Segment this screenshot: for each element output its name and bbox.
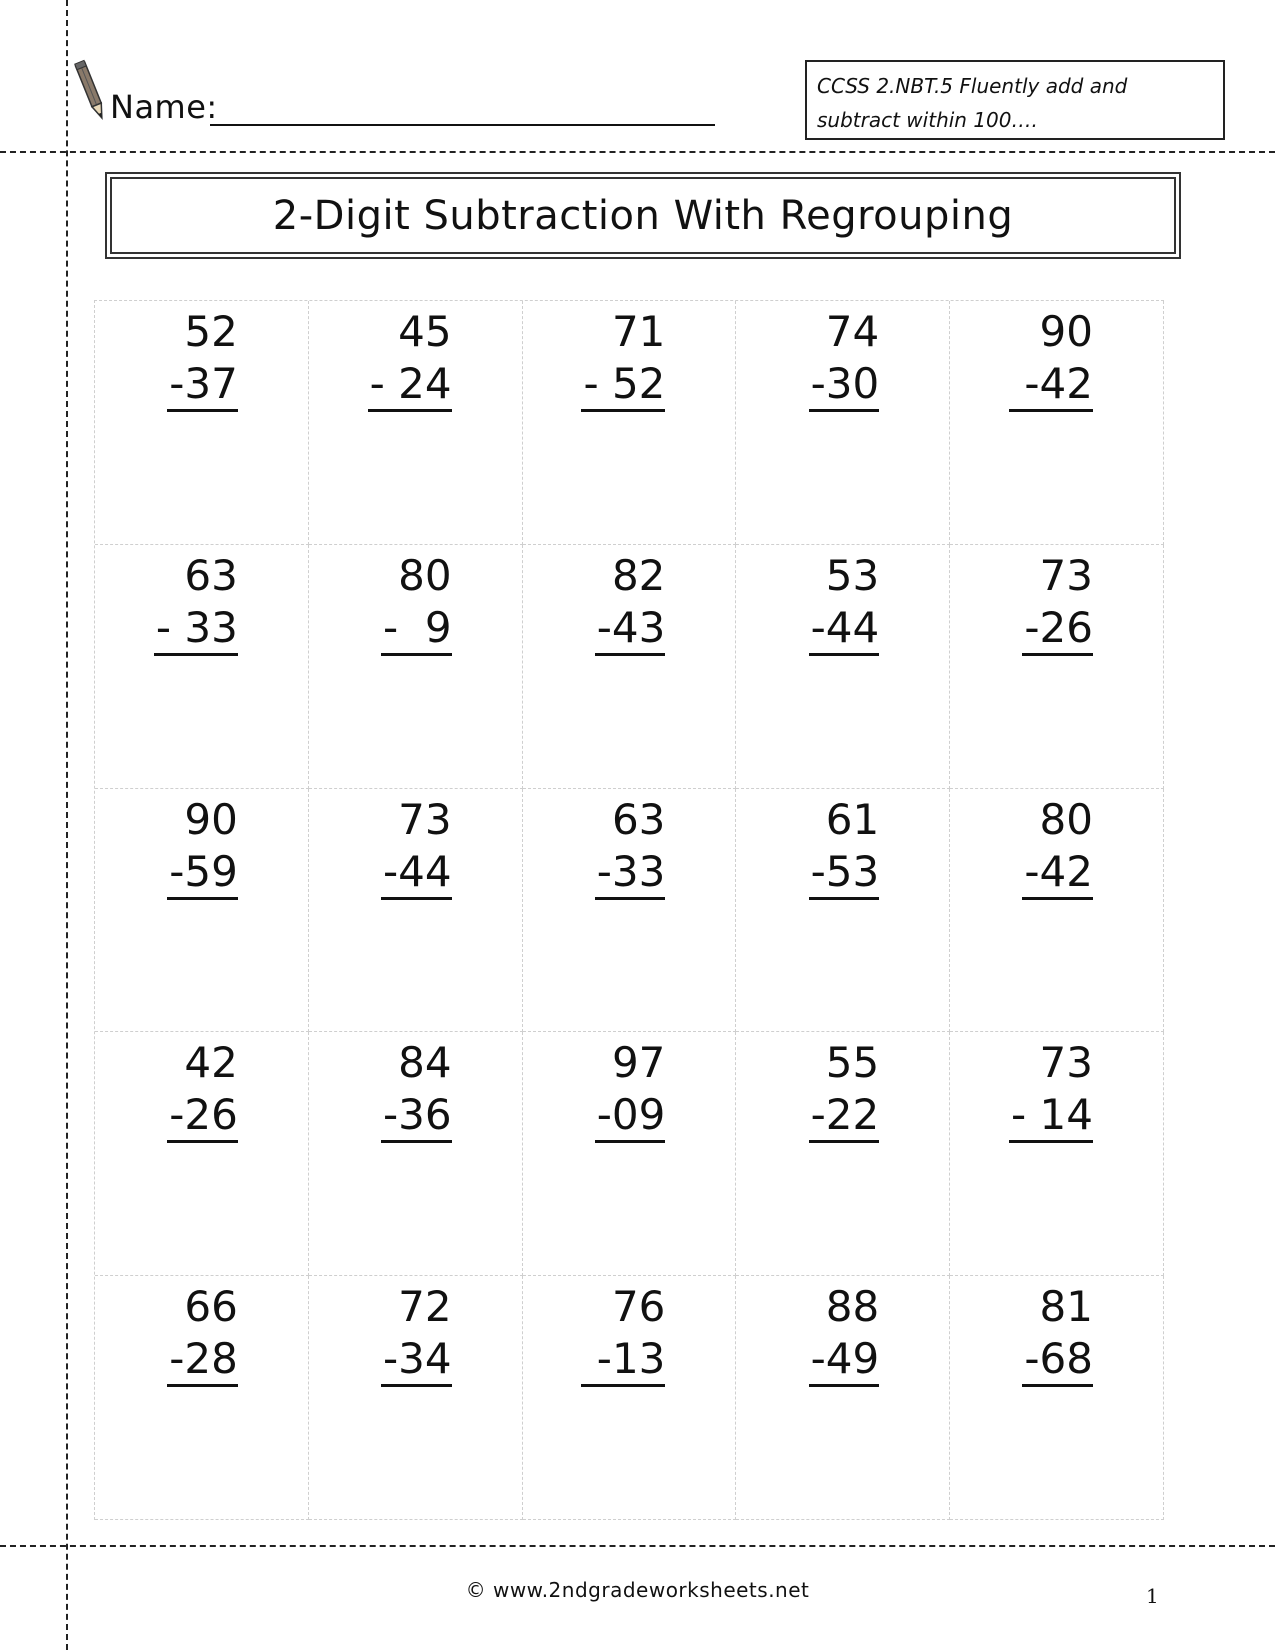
problem-cell[interactable] [950, 301, 1164, 545]
minuend: 80 [1039, 794, 1093, 844]
problem-cell[interactable] [95, 789, 309, 1033]
minuend: 73 [398, 794, 452, 844]
problem-cell[interactable] [95, 545, 309, 789]
subtraction-problem [595, 549, 666, 656]
standard-line-2: subtract within 100…. [817, 108, 1038, 132]
subtrahend: -42 [1022, 847, 1093, 900]
problem-cell[interactable] [736, 1032, 950, 1276]
subtrahend: -34 [381, 1334, 452, 1387]
subtrahend: -42 [1009, 359, 1093, 412]
minuend: 45 [398, 307, 452, 356]
problem-cell[interactable] [950, 1276, 1164, 1520]
minuend: 73 [1039, 1038, 1093, 1088]
problem-cell[interactable] [736, 789, 950, 1033]
subtraction-problem [381, 549, 452, 656]
subtraction-problem [1022, 549, 1093, 656]
subtraction-problem [167, 305, 238, 412]
minuend: 97 [611, 1038, 666, 1088]
subtrahend: -26 [1022, 603, 1093, 656]
minuend: 42 [184, 1038, 238, 1088]
minuend: 63 [611, 794, 666, 844]
problem-cell[interactable] [523, 301, 737, 545]
subtrahend: -68 [1022, 1334, 1093, 1387]
minuend: 81 [1039, 1282, 1093, 1332]
subtrahend: -43 [595, 603, 666, 656]
page-number: 1 [1146, 1584, 1159, 1608]
minuend: 80 [398, 550, 452, 600]
problem-cell[interactable] [950, 1032, 1164, 1276]
dashed-divider-top [0, 151, 1275, 153]
subtraction-problem [1022, 1280, 1093, 1387]
subtraction-problem [809, 1036, 880, 1143]
subtrahend: -13 [581, 1334, 665, 1387]
subtraction-problem [167, 793, 238, 900]
subtraction-problem [381, 1280, 452, 1387]
minuend: 82 [611, 550, 666, 600]
title-box [105, 172, 1181, 259]
footer-copyright: © www.2ndgradeworksheets.net [465, 1578, 810, 1602]
subtraction-problem [1022, 793, 1093, 900]
subtrahend: -28 [167, 1334, 238, 1387]
problem-cell[interactable] [309, 1276, 523, 1520]
subtrahend: - 9 [381, 603, 452, 656]
problem-cell[interactable] [309, 1032, 523, 1276]
subtrahend: - 14 [1009, 1090, 1093, 1143]
subtrahend: -33 [595, 847, 666, 900]
subtraction-problem [154, 549, 238, 656]
subtrahend: -53 [809, 847, 880, 900]
standard-box [805, 60, 1225, 140]
minuend: 61 [825, 794, 880, 844]
minuend: 71 [611, 307, 666, 356]
subtraction-problem [381, 793, 452, 900]
subtrahend: -26 [167, 1090, 238, 1143]
minuend: 72 [398, 1282, 452, 1332]
subtraction-problem [809, 793, 880, 900]
name-label: Name: [110, 88, 218, 126]
problem-cell[interactable] [309, 545, 523, 789]
minuend: 90 [1039, 307, 1093, 356]
subtrahend: -37 [167, 359, 238, 412]
problem-cell[interactable] [309, 301, 523, 545]
subtrahend: -09 [595, 1090, 666, 1143]
subtraction-problem [368, 305, 452, 412]
minuend: 52 [184, 307, 238, 356]
minuend: 88 [825, 1282, 880, 1332]
subtrahend: - 24 [368, 359, 452, 412]
subtrahend: -49 [809, 1334, 880, 1387]
problem-grid [94, 300, 1164, 1520]
problem-cell[interactable] [736, 301, 950, 545]
problem-cell[interactable] [950, 545, 1164, 789]
subtrahend: -44 [809, 603, 880, 656]
subtraction-problem [809, 1280, 880, 1387]
subtrahend: -44 [381, 847, 452, 900]
problem-cell[interactable] [523, 789, 737, 1033]
dashed-divider-bottom [0, 1545, 1275, 1547]
pencil-icon [72, 58, 110, 124]
margin-dashed-vertical-line [66, 0, 68, 1650]
problem-cell[interactable] [309, 789, 523, 1033]
subtraction-problem [1009, 305, 1093, 412]
subtraction-problem [809, 305, 880, 412]
minuend: 76 [611, 1282, 666, 1332]
problem-cell[interactable] [95, 301, 309, 545]
subtraction-problem [167, 1280, 238, 1387]
problem-cell[interactable] [736, 545, 950, 789]
subtraction-problem [809, 549, 880, 656]
subtraction-problem [1009, 1036, 1093, 1143]
minuend: 53 [825, 550, 880, 600]
subtraction-problem [595, 793, 666, 900]
subtrahend: - 33 [154, 603, 238, 656]
name-write-line[interactable] [210, 124, 715, 126]
minuend: 66 [184, 1282, 238, 1332]
problem-cell[interactable] [523, 1276, 737, 1520]
problem-cell[interactable] [95, 1032, 309, 1276]
subtrahend: -59 [167, 847, 238, 900]
minuend: 73 [1039, 550, 1093, 600]
subtraction-problem [381, 1036, 452, 1143]
problem-cell[interactable] [523, 545, 737, 789]
minuend: 63 [184, 550, 238, 600]
minuend: 74 [825, 307, 880, 356]
subtrahend: - 52 [581, 359, 665, 412]
subtrahend: -36 [381, 1090, 452, 1143]
subtraction-problem [581, 305, 665, 412]
subtraction-problem [595, 1036, 666, 1143]
problem-cell[interactable] [523, 1032, 737, 1276]
worksheet-title: 2-Digit Subtraction With Regrouping [110, 177, 1176, 254]
minuend: 90 [184, 794, 238, 844]
standard-line-1: CCSS 2.NBT.5 Fluently add and [817, 74, 1128, 98]
problem-cell[interactable] [950, 789, 1164, 1033]
subtrahend: -30 [809, 359, 880, 412]
problem-cell[interactable] [95, 1276, 309, 1520]
subtraction-problem [167, 1036, 238, 1143]
subtraction-problem [581, 1280, 665, 1387]
subtrahend: -22 [809, 1090, 880, 1143]
minuend: 84 [398, 1038, 452, 1088]
minuend: 55 [825, 1038, 880, 1088]
problem-cell[interactable] [736, 1276, 950, 1520]
